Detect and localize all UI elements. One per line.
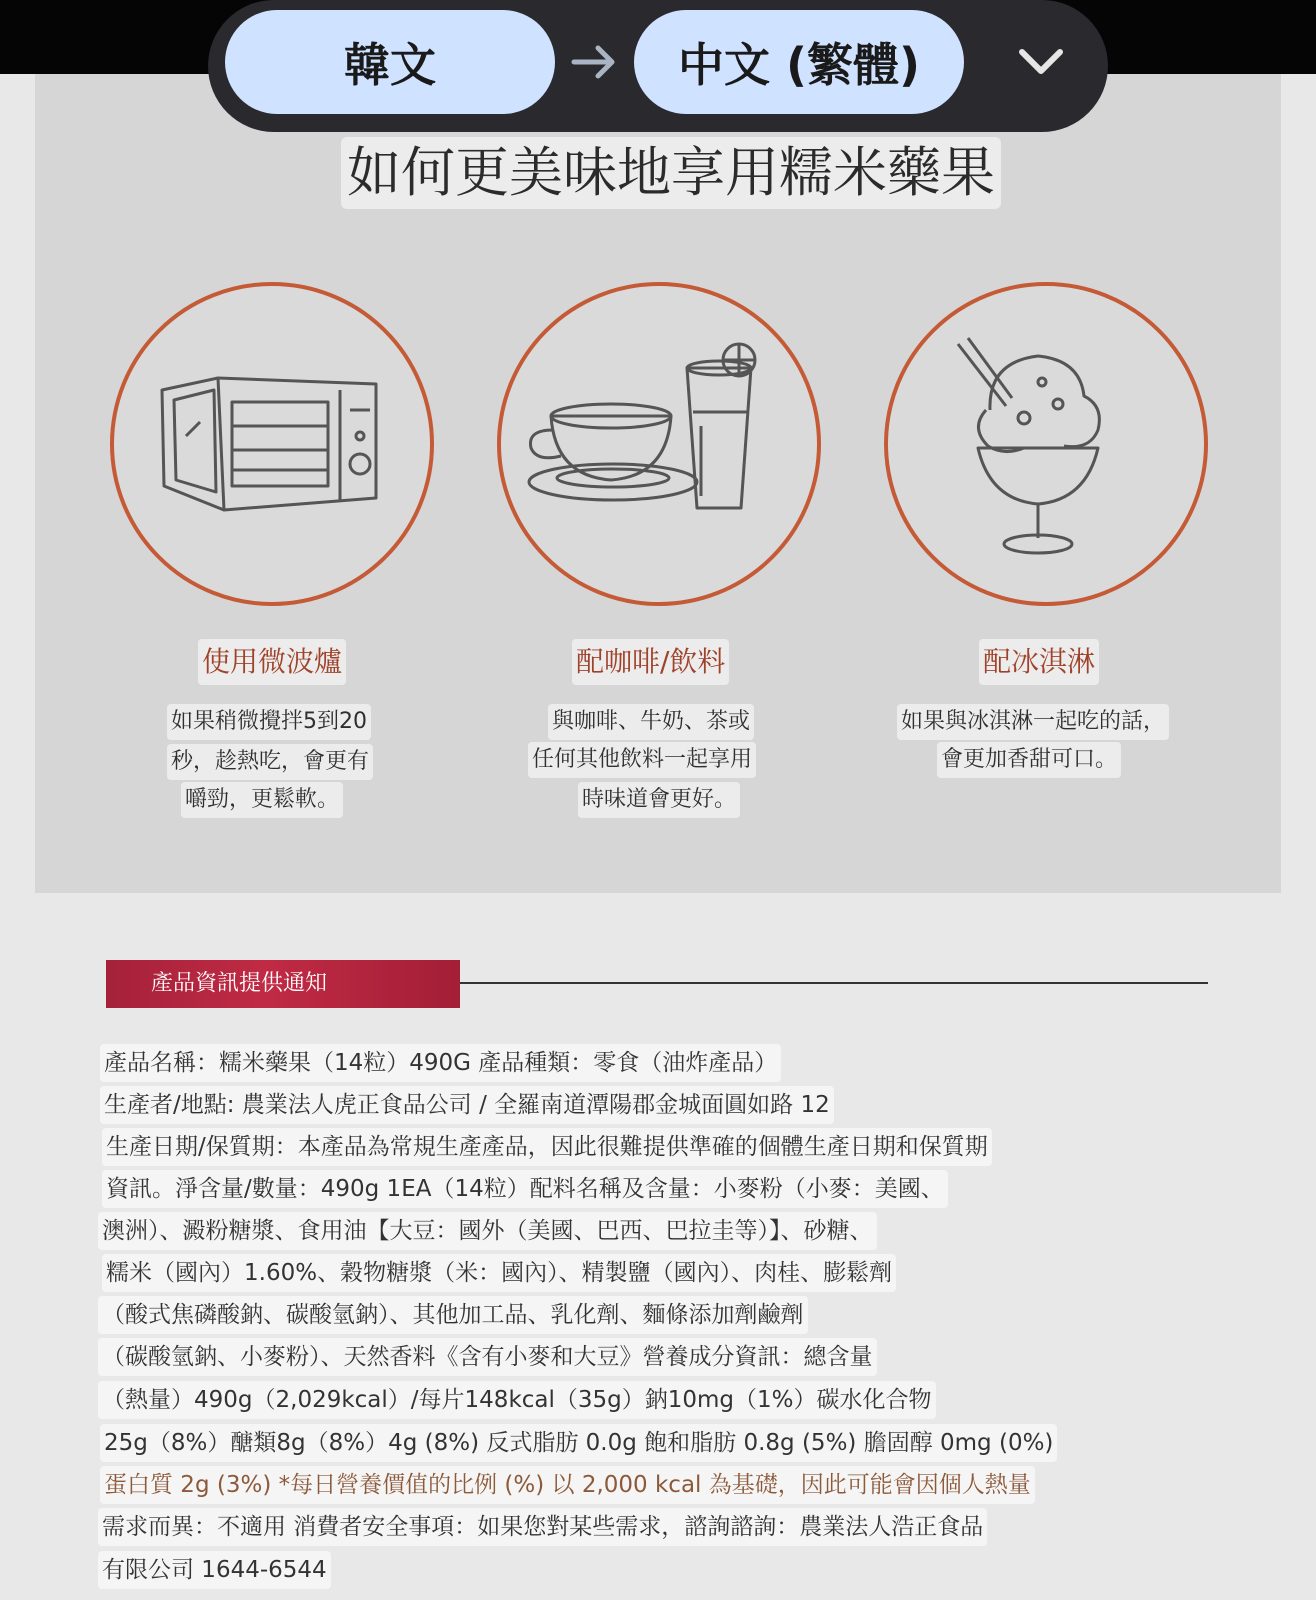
ice-cream-icon <box>888 286 1204 602</box>
product-info-line: 蛋白質 2g (3%) *每日營養價值的比例 (%) 以 2,000 kcal 為基礎，因此可能會因個人熱量 <box>100 1466 1035 1504</box>
section-divider <box>460 982 1208 984</box>
tip-microwave-text-line: 嚼勁，更鬆軟。 <box>181 782 343 818</box>
tip-coffee-text-line: 時味道會更好。 <box>578 782 740 818</box>
product-info-line: 澳洲）、澱粉糖漿、食用油【大豆：國外（美國、巴西、巴拉圭等）】、砂糖、 <box>98 1212 877 1250</box>
translate-language-bar <box>208 0 1108 132</box>
tip-ice-cream-text-line: 如果與冰淇淋一起吃的話， <box>897 704 1169 740</box>
microwave-icon <box>114 286 430 602</box>
tip-coffee-heading: 配咖啡/飲料 <box>572 639 729 685</box>
product-info-line: 有限公司 1644-6544 <box>98 1551 331 1589</box>
tip-coffee-text-line: 任何其他飲料一起享用 <box>528 742 756 778</box>
tip-microwave-heading: 使用微波爐 <box>198 639 346 685</box>
product-info-line: 產品名稱：糯米藥果（14粒）490G 產品種類：零食（油炸產品） <box>100 1044 781 1082</box>
tip-coffee-text-line: 與咖啡、牛奶、茶或 <box>548 704 754 740</box>
tip-microwave-text-line: 秒，趁熱吃，會更有 <box>167 744 373 780</box>
target-language-button[interactable]: 中文 (繁體) <box>634 10 964 114</box>
page-title: 如何更美味地享用糯米藥果 <box>341 137 1001 209</box>
product-info-line: （碳酸氫鈉、小麥粉）、天然香料《含有小麥和大豆》營養成分資訊：總含量 <box>98 1338 877 1376</box>
product-info-line: 生產日期/保質期：本產品為常規生產產品，因此很難提供準確的個體生產日期和保質期 <box>102 1128 992 1166</box>
product-info-line: 糯米（國內）1.60%、穀物糖漿（米：國內）、精製鹽（國內）、肉桂、膨鬆劑 <box>102 1254 896 1292</box>
tip-ice-cream-heading: 配冰淇淋 <box>979 639 1099 685</box>
source-language-button[interactable]: 韓文 <box>225 10 555 114</box>
product-info-section-label: 產品資訊提供通知 <box>151 971 328 996</box>
tip-coffee-circle <box>497 282 821 606</box>
tip-ice-cream-circle <box>884 282 1208 606</box>
arrow-right-icon <box>570 40 620 84</box>
product-info-line: 需求而異：不適用 消費者安全事項：如果您對某些需求，諮詢諮詢：農業法人浩正食品 <box>98 1508 987 1546</box>
tip-microwave-text-line: 如果稍微攪拌5到20 <box>167 704 371 740</box>
product-info-line: 資訊。淨含量/數量：490g 1EA（14粒）配料名稱及含量：小麥粉（小麥：美國、 <box>102 1170 948 1208</box>
tip-ice-cream-text-line: 會更加香甜可口。 <box>937 742 1121 778</box>
product-info-line: 25g（8%）醣類8g（8%）4g (8%) 反式脂肪 0.0g 飽和脂肪 0.8g (5%) 膽固醇 0mg (0%) <box>100 1424 1057 1462</box>
product-info-line: （熱量）490g（2,029kcal）/每片148kcal（35g）鈉10mg（1%）碳水化合物 <box>98 1381 936 1419</box>
tip-microwave-circle <box>110 282 434 606</box>
chevron-down-icon[interactable] <box>1016 42 1066 82</box>
product-info-line: 生產者/地點: 農業法人虎正食品公司 / 全羅南道潭陽郡金城面圓如路 12 <box>100 1086 834 1124</box>
product-info-line: （酸式焦磷酸鈉、碳酸氫鈉）、其他加工品、乳化劑、麵條添加劑鹼劑 <box>98 1296 808 1334</box>
product-info-section-tab <box>106 960 460 1008</box>
coffee-cup-icon <box>501 286 817 602</box>
